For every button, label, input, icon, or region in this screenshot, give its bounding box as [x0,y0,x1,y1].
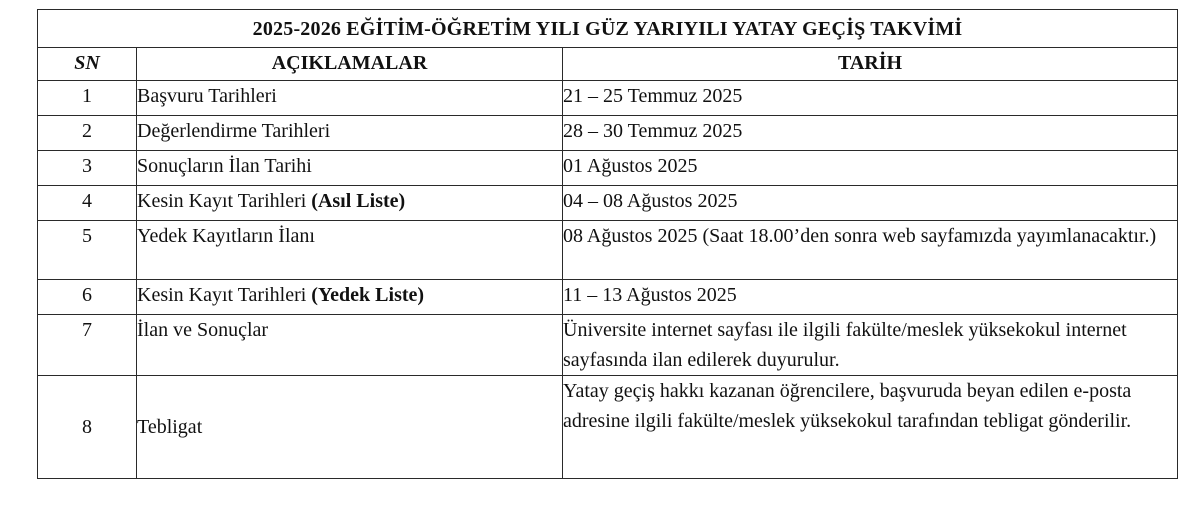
row-date: 04 – 08 Ağustos 2025 [563,186,1178,221]
table-title: 2025-2026 EĞİTİM-ÖĞRETİM YILI GÜZ YARIYILI YATAY GEÇİŞ TAKVİMİ [38,10,1178,48]
row-description: Sonuçların İlan Tarihi [137,151,563,186]
header-date: TARİH [563,48,1178,81]
row-date: 01 Ağustos 2025 [563,151,1178,186]
row-description: Kesin Kayıt Tarihleri [137,284,312,306]
header-row [38,48,1178,81]
row-description-bold: (Yedek Liste) [311,284,425,306]
table-row [38,315,1178,376]
row-number: 5 [38,221,137,280]
table-row [38,221,1178,280]
table-row [38,376,1178,479]
row-number: 8 [38,376,137,479]
row-description-cell [137,186,563,221]
row-description: Kesin Kayıt Tarihleri [137,190,312,212]
row-date: 28 – 30 Temmuz 2025 [563,116,1178,151]
row-description: Tebligat [137,376,563,479]
row-description: Başvuru Tarihleri [137,81,563,116]
row-date: Yatay geçiş hakkı kazanan öğrencilere, başvuruda beyan edilen e-posta adresine ilgili fakülte/meslek yüksekokul tarafından tebligat gönderilir. [563,376,1178,479]
table-row [38,151,1178,186]
row-description-bold: (Asıl Liste) [311,190,406,212]
row-description-cell [137,280,563,315]
table-row [38,280,1178,315]
row-date: 08 Ağustos 2025 (Saat 18.00’den sonra web sayfamızda yayımlanacaktır.) [563,221,1178,280]
row-description: Değerlendirme Tarihleri [137,116,563,151]
title-row [38,10,1178,48]
row-date: Üniversite internet sayfası ile ilgili fakülte/meslek yüksekokul internet sayfasında ilan edilerek duyurulur. [563,315,1178,376]
row-date: 11 – 13 Ağustos 2025 [563,280,1178,315]
row-number: 1 [38,81,137,116]
table-row [38,81,1178,116]
row-description: İlan ve Sonuçlar [137,315,563,376]
row-number: 4 [38,186,137,221]
header-sn: SN [38,48,137,81]
table-row [38,116,1178,151]
table-row [38,186,1178,221]
calendar-table [37,9,1178,479]
header-description: AÇIKLAMALAR [137,48,563,81]
row-description: Yedek Kayıtların İlanı [137,221,563,280]
row-number: 2 [38,116,137,151]
calendar-document [37,9,1178,479]
row-number: 7 [38,315,137,376]
row-date: 21 – 25 Temmuz 2025 [563,81,1178,116]
row-number: 6 [38,280,137,315]
row-number: 3 [38,151,137,186]
